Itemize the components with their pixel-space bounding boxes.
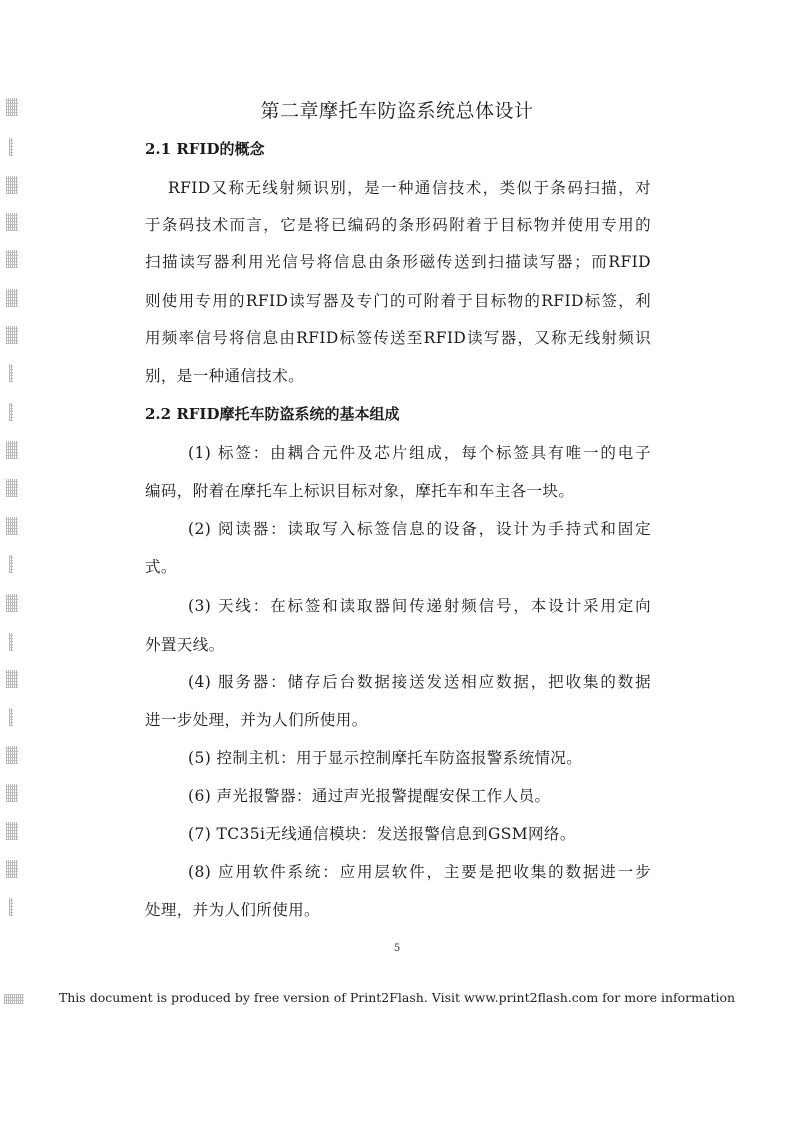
gutter-mark xyxy=(6,746,18,764)
list-item-continuation: 处理，并为人们所使用。 xyxy=(145,901,320,919)
gutter-mark xyxy=(9,555,13,573)
gutter-mark xyxy=(9,633,13,651)
list-item: (3) 天线：在标签和读取器间传递射频信号，本设计采用定向 xyxy=(188,597,651,615)
section-heading: 2.2 RFID摩托车防盗系统的基本组成 xyxy=(145,405,400,423)
list-item: (1) 标签：由耦合元件及芯片组成，每个标签具有唯一的电子 xyxy=(188,444,651,462)
gutter-mark xyxy=(6,594,18,612)
gutter-mark xyxy=(9,138,13,156)
gutter-mark xyxy=(6,289,18,307)
gutter-mark xyxy=(6,441,18,459)
paragraph-line: RFID又称无线射频识别，是一种通信技术，类似于条码扫描，对 xyxy=(168,179,651,197)
paragraph-line: 于条码技术而言，它是将已编码的条形码附着于目标物并使用专用的 xyxy=(145,216,651,234)
paragraph-line: 扫描读写器利用光信号将信息由条形磁传送到扫描读写器；而RFID xyxy=(145,253,651,271)
list-item-continuation: 式。 xyxy=(145,558,177,576)
section-heading: 2.1 RFID的概念 xyxy=(145,140,265,158)
paragraph-line: 用频率信号将信息由RFID标签传送至RFID读写器，又称无线射频识 xyxy=(145,329,651,347)
gutter-mark xyxy=(6,670,18,688)
gutter-mark xyxy=(6,176,18,194)
gutter-mark xyxy=(6,250,18,268)
list-item: (7) TC35i无线通信模块：发送报警信息到GSM网络。 xyxy=(188,825,576,843)
gutter-mark xyxy=(9,364,13,382)
list-item: (5) 控制主机：用于显示控制摩托车防盗报警系统情况。 xyxy=(188,749,583,767)
list-item-continuation: 外置天线。 xyxy=(145,636,225,654)
gutter-mark xyxy=(9,898,13,916)
gutter-mark xyxy=(9,708,13,726)
list-item: (8) 应用软件系统：应用层软件，主要是把收集的数据进一步 xyxy=(188,863,651,881)
gutter-mark xyxy=(6,326,18,344)
gutter-mark xyxy=(9,403,13,421)
list-item-continuation: 编码，附着在摩托车上标识目标对象，摩托车和车主各一块。 xyxy=(145,482,575,500)
gutter-mark xyxy=(6,213,18,231)
list-item-continuation: 进一步处理，并为人们所使用。 xyxy=(145,711,368,729)
list-item: (4) 服务器：储存后台数据接送发送相应数据，把收集的数据 xyxy=(188,673,651,691)
paragraph-line: 别，是一种通信技术。 xyxy=(145,367,305,385)
list-item: (2) 阅读器：读取写入标签信息的设备，设计为手持式和固定 xyxy=(188,520,651,538)
footer-notice: This document is produced by free version of Print2Flash. Visit www.print2flash.com for more information xyxy=(58,990,736,1005)
gutter-mark xyxy=(6,517,18,535)
chapter-title: 第二章摩托车防盗系统总体设计 xyxy=(260,100,534,122)
page-number: 5 xyxy=(393,943,401,954)
gutter-mark xyxy=(6,784,18,802)
gutter-mark xyxy=(6,822,18,840)
list-item: (6) 声光报警器：通过声光报警提醒安保工作人员。 xyxy=(188,787,551,805)
paragraph-line: 则使用专用的RFID读写器及专门的可附着于目标物的RFID标签，利 xyxy=(145,292,651,310)
gutter-mark xyxy=(6,860,18,878)
gutter-mark xyxy=(6,479,18,497)
